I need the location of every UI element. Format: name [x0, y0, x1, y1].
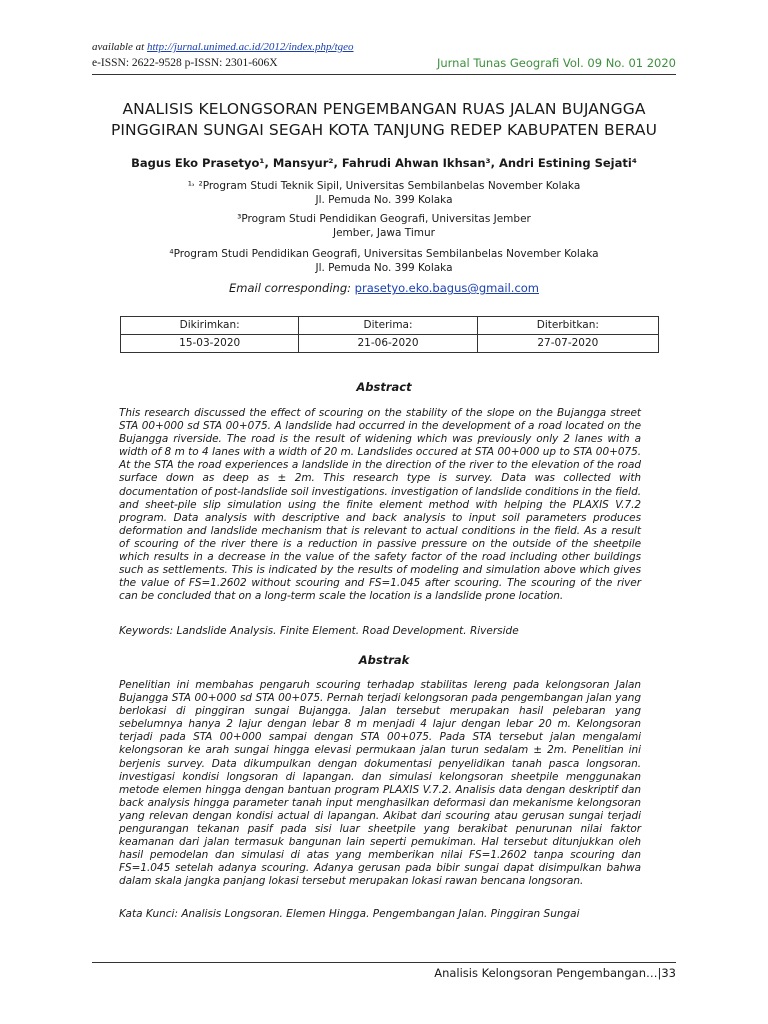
- abstrak-heading: Abstrak: [358, 653, 410, 667]
- journal-name: Jurnal Tunas Geografi Vol. 09 No. 01 2020: [436, 56, 676, 70]
- affiliation-3: [80, 248, 688, 275]
- running-title: Analisis Kelongsoran Pengembangan…: [434, 966, 658, 980]
- email-corresponding: Email corresponding: prasetyo.eko.bagus@gmail.com: [228, 281, 540, 295]
- email-address-link[interactable]: prasetyo.eko.bagus@gmail.com: [354, 281, 540, 295]
- page-footer: [434, 966, 676, 980]
- footer-divider: [92, 962, 676, 963]
- submitted-header: Dikirimkan:: [121, 317, 299, 335]
- paper-title: [80, 99, 688, 141]
- abstrak-body: Penelitian ini membahas pengaruh scouring terhadap stabilitas lereng pada kelongsoran Jalan Bujangga STA 00+000 sd STA 00+075. Pernah terjadi kelongsoran pada pengembangan jalan yang berlokasi di pinggiran sungai Bujangga. Jalan tersebut merupakan hasil pelebaran yang sebelumnya hanya 2 lajur dengan lebar 8 m menjadi 4 lajur dengan lebar 20 m. Kelongsoran terjadi pada STA 00+000 sampai dengan STA 00+075. Pada STA tersebut jalan mengalami kelongsoran ke arah sungai hingga elevasi permukaan jalan turun sedalam ± 2m. Penelitian ini berjenis survey. Data dikumpulkan dengan dokumentasi penyelidikan tanah pasca longsoran. investigasi kondisi longsoran di lapangan. dan simulasi kelongsoran sheetpile menggunakan metode elemen hingga dengan bantuan program PLAXIS V.7.2. Analisis data dengan deskriptif dan back analysis hingga parameter tanah input menghasilkan deformasi dan mekanisme kelongsoran yang relevan dengan kondisi actual di lapangan. Akibat dari scouring atau gerusan sungai terjadi pengurangan tekanan pasif pada sisi luar sheetpile yang berakibat penurunan nilai faktor keamanan dari jalan termasuk bangunan lain seperti pemukiman. Hal tersebut ditunjukkan oleh hasil pemodelan dan simulasi di atas yang memberikan nilai FS=1.2602 tanpa scouring dan FS=1.045 setelah adanya scouring. Adanya gerusan pada bibir sungai dapat disimpulkan bahwa dalam skala jangka panjang lokasi tersebut merupakan lokasi rawan bencana longsoran.: [119, 679, 641, 888]
- title-line: PINGGIRAN SUNGAI SEGAH KOTA TANJUNG REDEP KABUPATEN BERAU: [110, 121, 658, 139]
- published-header: Diterbitkan:: [477, 317, 658, 335]
- abstrak-keywords: Kata Kunci: Analisis Longsoran. Elemen Hingga. Pengembangan Jalan. Pinggiran Sungai: [119, 908, 580, 920]
- affiliation-line: ¹˒ ²Program Studi Teknik Sipil, Universitas Sembilanbelas November Kolaka: [187, 180, 581, 192]
- affiliation-address: Jl. Pemuda No. 399 Kolaka: [315, 261, 453, 274]
- affiliation-address: Jember, Jawa Timur: [332, 226, 435, 239]
- affiliation-line: ⁴Program Studi Pendidikan Geografi, Universitas Sembilanbelas November Kolaka: [169, 248, 599, 260]
- affiliation-2: [80, 213, 688, 240]
- accepted-date: 21-06-2020: [299, 335, 477, 353]
- issn-line: e-ISSN: 2622-9528 p-ISSN: 2301-606X: [92, 57, 278, 69]
- author-list: Bagus Eko Prasetyo¹, Mansyur², Fahrudi Ahwan Ikhsan³, Andri Estining Sejati⁴: [131, 156, 637, 170]
- abstract-keywords: Keywords: Landslide Analysis. Finite Element. Road Development. Riverside: [119, 625, 519, 637]
- page-number: |33: [657, 966, 676, 980]
- accepted-header: Diterima:: [299, 317, 477, 335]
- submitted-date: 15-03-2020: [121, 335, 299, 353]
- abstract-heading: Abstract: [356, 380, 412, 394]
- published-date: 27-07-2020: [477, 335, 658, 353]
- title-line: ANALISIS KELONGSORAN PENGEMBANGAN RUAS JALAN BUJANGGA: [122, 100, 646, 118]
- header-divider: [92, 74, 676, 75]
- availability-line: [92, 41, 354, 53]
- submission-dates-table: [120, 316, 659, 353]
- affiliation-line: ³Program Studi Pendidikan Geografi, Universitas Jember: [237, 213, 531, 225]
- available-at-label: available at: [92, 41, 145, 53]
- affiliation-address: Jl. Pemuda No. 399 Kolaka: [315, 193, 453, 206]
- affiliation-1: [80, 180, 688, 207]
- journal-url-link[interactable]: http://jurnal.unimed.ac.id/2012/index.php/tgeo: [147, 41, 354, 53]
- email-label: Email corresponding: [228, 281, 348, 295]
- abstract-body: This research discussed the effect of scouring on the stability of the slope on the Bujangga street STA 00+000 sd STA 00+075. A landslide had occurred in the development of a road located on the Bujangga riverside. The road is the result of widening which was previously only 2 lanes with a width of 8 m to 4 lanes with a width of 20 m. Landslides occured at STA 00+000 up to STA 00+075. At the STA the road experiences a landslide in the direction of the river to the elevation of the road surface down as deep as ± 2m. This research type is survey. Data was collected with documentation of post-landslide soil investigations. investigation of landslide conditions in the field. and sheet-pile slip simulation using the finite element method with helping the PLAXIS V.7.2 program. Data analysis with descriptive and back analysis to input soil parameters produces deformation and landslide mechanism that is relevant to actual conditions in the field. As a result of scouring of the river there is a reduction in passive pressure on the outside of the sheetpile which results in a decrease in the value of the safety factor of the road including other buildings such as settlements. This is indicated by the results of modeling and simulation above which gives the value of FS=1.2602 without scouring and FS=1.045 after scouring. The scouring of the river can be concluded that on a long-term scale the location is a landslide prone location.: [119, 407, 641, 603]
